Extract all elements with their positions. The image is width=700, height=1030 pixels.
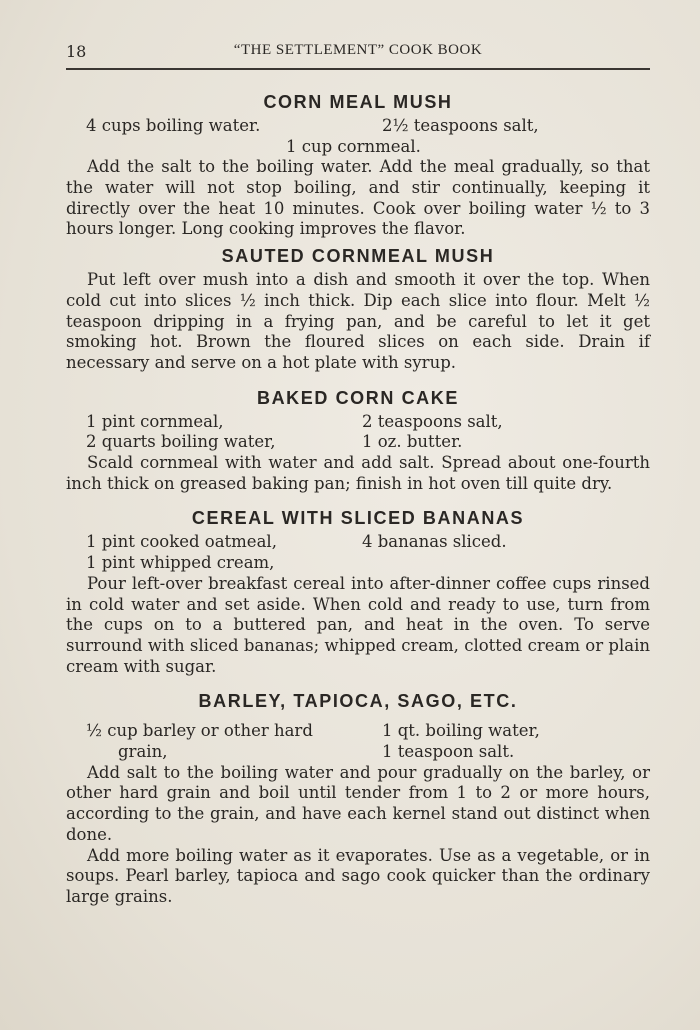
ingredient-row xyxy=(66,432,650,453)
running-title: “THE SETTLEMENT” COOK BOOK xyxy=(233,42,483,58)
ingredient-row xyxy=(66,532,650,553)
page-number: 18 xyxy=(66,42,87,61)
ingredient-left: 1 pint whipped cream, xyxy=(86,553,275,573)
ingredient-left: 1 pint cooked oatmeal, xyxy=(86,532,277,552)
recipe-title: BARLEY, TAPIOCA, SAGO, ETC. xyxy=(198,691,518,712)
ingredient-row xyxy=(66,721,650,742)
recipe-paragraph: Add the salt to the boiling water. Add the meal gradually, so that the water will not stop boiling, and stir continually, keeping it directly over the heat 10 minutes. Cook over boiling water ½ to 3 hours longer. Long cooking improves the flavor. xyxy=(66,157,650,239)
page-header xyxy=(66,40,650,66)
ingredient-row xyxy=(66,412,650,433)
ingredient-right: 1 oz. butter. xyxy=(362,432,463,452)
ingredient-left: 4 cups boiling water. xyxy=(86,116,261,135)
ingredient-row xyxy=(66,116,650,137)
recipe-paragraph: Put left over mush into a dish and smooth it over the top. When cold cut into slices ½ inch thick. Dip each slice into flour. Melt ½ teaspoon dripping in a frying pan, and be careful to let it get smoking hot. Brown the floured slices on each side. Drain if necessary and serve on a hot plate with syrup. xyxy=(66,270,650,372)
recipe-title: BAKED CORN CAKE xyxy=(256,387,459,408)
ingredient-right: 1 teaspoon salt. xyxy=(382,742,515,762)
recipe-paragraph: Add salt to the boiling water and pour gradually on the barley, or other hard grain and boil until tender from 1 to 2 or more hours, according to the grain, and have each kernel stand out distinct when done. xyxy=(66,762,650,844)
ingredient-left: 2 quarts boiling water, xyxy=(86,432,276,452)
recipe-paragraph: Add more boiling water as it evaporates. Use as a vegetable, or in soups. Pearl barley, tapioca and sago cook quicker than the ordinary large grains. xyxy=(66,845,650,906)
recipe-paragraph: Pour left-over breakfast cereal into after-dinner coffee cups rinsed in cold water and set aside. When cold and ready to use, turn from the cups on to a buttered pan, and heat in the oven. To serve surround with sliced bananas; whipped cream, clotted cream or plain cream with sugar. xyxy=(66,573,650,676)
ingredient-right: 2½ teaspoons salt, xyxy=(382,116,539,135)
ingredient-right: 4 bananas sliced. xyxy=(362,532,507,552)
ingredient-right: 2 teaspoons salt, xyxy=(362,411,503,431)
ingredient-left-continued: grain, xyxy=(118,742,168,762)
recipe-title: SAUTED CORNMEAL MUSH xyxy=(221,246,495,267)
ingredient-row xyxy=(66,553,650,574)
header-rule xyxy=(66,68,650,70)
ingredient-center: 1 cup cornmeal. xyxy=(286,136,421,156)
ingredient-right: 1 qt. boiling water, xyxy=(382,721,540,741)
recipe-title: CEREAL WITH SLICED BANANAS xyxy=(191,508,525,529)
recipe-paragraph: Scald cornmeal with water and add salt. Spread about one-fourth inch thick on greased baking pan; finish in hot oven till quite dry. xyxy=(66,453,650,493)
recipe-title: CORN MEAL MUSH xyxy=(263,92,453,112)
page-content xyxy=(66,88,650,908)
ingredient-row xyxy=(66,137,650,158)
ingredient-row xyxy=(66,742,650,763)
ingredient-left: 1 pint cornmeal, xyxy=(86,411,224,431)
ingredient-left: ½ cup barley or other hard xyxy=(86,721,313,741)
